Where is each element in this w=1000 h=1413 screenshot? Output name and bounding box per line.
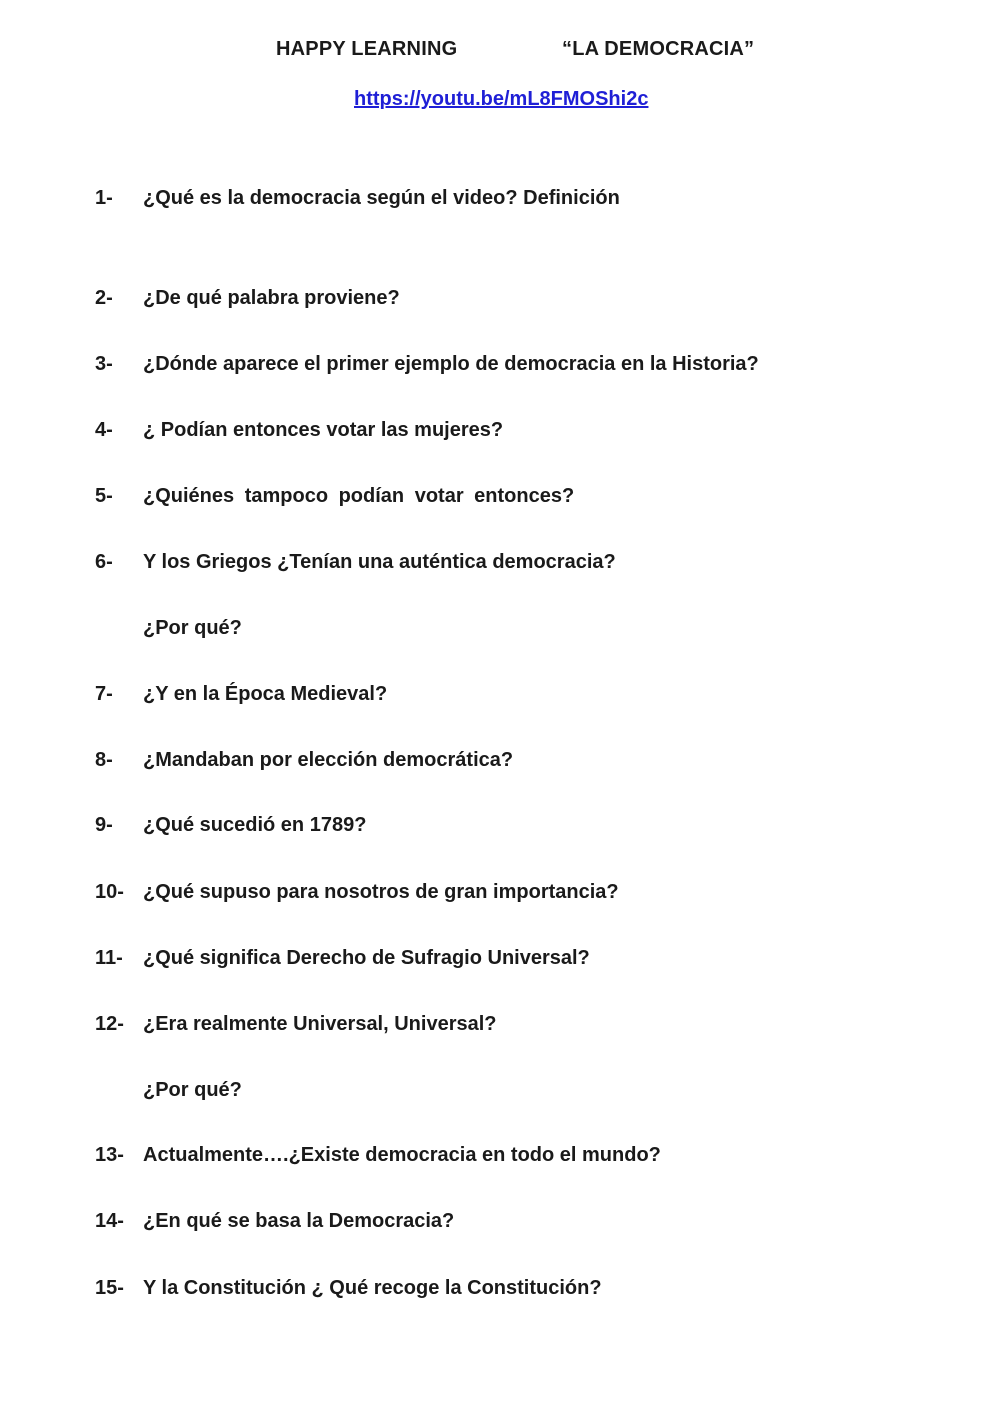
video-link[interactable]: https://youtu.be/mL8FMOShi2c xyxy=(354,88,649,110)
question-text: ¿ Podían entonces votar las mujeres? xyxy=(143,419,504,441)
question-text: ¿Por qué? xyxy=(143,1079,242,1101)
question-number: 5- xyxy=(95,485,113,507)
question-number: 7- xyxy=(95,683,113,705)
question-number: 4- xyxy=(95,419,113,441)
question-text: ¿Quiénes tampoco podían votar entonces? xyxy=(143,485,575,507)
question-text: ¿Mandaban por elección democrática? xyxy=(143,749,514,771)
question-text: ¿Qué supuso para nosotros de gran importancia? xyxy=(143,881,619,903)
question-text: Y la Constitución ¿ Qué recoge la Constitución? xyxy=(143,1277,602,1299)
question-text: ¿En qué se basa la Democracia? xyxy=(143,1210,455,1232)
question-text: ¿Era realmente Universal, Universal? xyxy=(143,1013,497,1035)
question-text: ¿Qué es la democracia según el video? Definición xyxy=(143,187,620,209)
worksheet-brand: HAPPY LEARNING xyxy=(276,38,458,60)
question-number: 9- xyxy=(95,814,113,836)
question-number: 10- xyxy=(95,881,124,903)
question-number: 1- xyxy=(95,187,113,209)
question-text: ¿Qué sucedió en 1789? xyxy=(143,814,367,836)
question-number: 2- xyxy=(95,287,113,309)
question-number: 11- xyxy=(95,947,123,969)
question-text: Actualmente….¿Existe democracia en todo el mundo? xyxy=(143,1144,661,1166)
question-text: ¿Qué significa Derecho de Sufragio Universal? xyxy=(143,947,590,969)
question-text: ¿Por qué? xyxy=(143,617,242,639)
question-text: ¿Y en la Época Medieval? xyxy=(143,683,388,705)
question-number: 3- xyxy=(95,353,113,375)
question-text: ¿De qué palabra proviene? xyxy=(143,287,400,309)
question-text: ¿Dónde aparece el primer ejemplo de democracia en la Historia? xyxy=(143,353,759,375)
question-number: 14- xyxy=(95,1210,124,1232)
question-text: Y los Griegos ¿Tenían una auténtica democracia? xyxy=(143,551,616,573)
question-number: 13- xyxy=(95,1144,124,1166)
question-number: 6- xyxy=(95,551,113,573)
worksheet-title: “LA DEMOCRACIA” xyxy=(562,38,755,60)
question-number: 12- xyxy=(95,1013,124,1035)
question-number: 8- xyxy=(95,749,113,771)
question-number: 15- xyxy=(95,1277,124,1299)
